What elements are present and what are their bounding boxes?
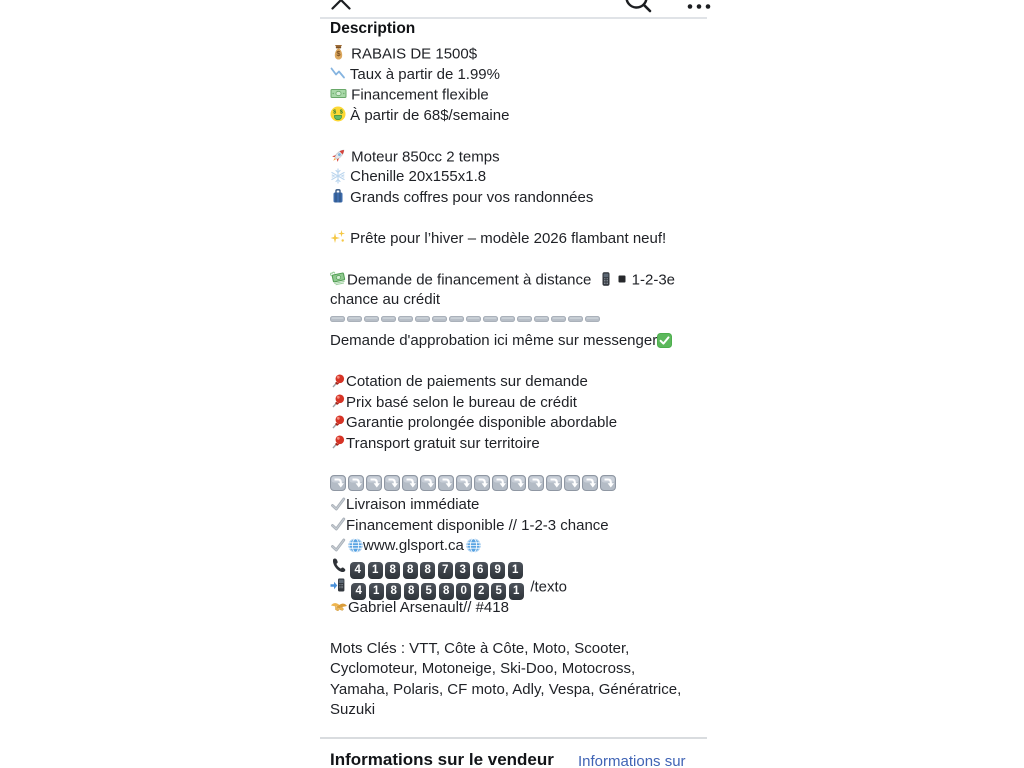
description-line: [330, 618, 707, 639]
arrow-down-keycap-icon: [420, 475, 436, 496]
minus-keycap-icon: [381, 311, 396, 333]
arrow-down-keycap-icon: [402, 475, 418, 496]
digit-keycap: 8: [403, 562, 418, 579]
description-line: Transport gratuit sur territoire: [330, 434, 707, 455]
check-gray-icon: [330, 495, 346, 516]
description-line: Grands coffres pour vos randonnées: [330, 188, 707, 209]
check-gray-icon: [330, 516, 346, 537]
description-line: [330, 475, 707, 496]
description-line: Suzuki: [330, 701, 376, 718]
divider: [320, 17, 707, 19]
description-line: Chenille 20x155x1.8: [330, 167, 707, 188]
digit-keycap: 8: [439, 583, 454, 600]
minus-keycap-icon: [364, 311, 379, 333]
digit-keycap: 0: [456, 583, 471, 600]
arrow-down-keycap-icon: [438, 475, 454, 496]
divider: [320, 737, 707, 739]
arrow-down-keycap-icon: [528, 475, 544, 496]
description-line: Demande d'approbation ici même sur messenger: [330, 331, 707, 352]
description-line: 4 1 8 8 5 8 0 2 5 1 /texto: [330, 577, 707, 598]
digit-keycap: 8: [385, 562, 400, 579]
small-black-square-icon: [616, 270, 628, 291]
arrow-down-keycap-icon: [366, 475, 382, 496]
digit-keycap: 1: [508, 562, 523, 579]
minus-keycap-icon: [449, 311, 464, 333]
mobile-phone-icon: [598, 270, 614, 291]
more-options-button[interactable]: [686, 0, 714, 17]
digit-keycap: 1: [369, 583, 384, 600]
arrow-down-keycap-icon: [564, 475, 580, 496]
description-line: Livraison immédiate: [330, 495, 707, 516]
arrow-down-keycap-icon: [582, 475, 598, 496]
digit-keycap: 4: [351, 583, 366, 600]
description-line: Cyclomoteur, Motoneige, Ski-Doo, Motocross,: [330, 660, 636, 677]
digit-keycap: 7: [438, 562, 453, 579]
description-line: $ $ À partir de 68$/semaine: [330, 106, 707, 127]
check-gray-icon: [330, 536, 346, 557]
minus-keycap-icon: [466, 311, 481, 333]
close-button[interactable]: [330, 0, 352, 16]
description-line: Moteur 850cc 2 temps: [330, 147, 707, 168]
globe-icon: [348, 536, 363, 557]
description-line: Cotation de paiements sur demande: [330, 372, 707, 393]
description-line: Prix basé selon le bureau de crédit: [330, 393, 707, 414]
arrow-down-keycap-icon: [456, 475, 472, 496]
check-green-icon: [657, 331, 672, 352]
seller-info-link[interactable]: Informations sur: [578, 753, 686, 768]
sparkles-icon: [330, 229, 346, 250]
snowflake-icon: [330, 167, 346, 188]
arrow-down-keycap-icon: [348, 475, 364, 496]
minus-keycap-icon: [517, 311, 532, 333]
description-line: [330, 311, 707, 332]
digit-keycap: 1: [509, 583, 524, 600]
description-line: [330, 454, 707, 475]
digit-keycap: 5: [491, 583, 506, 600]
description-line: [330, 557, 707, 578]
minus-keycap-icon: [500, 311, 515, 333]
chart-down-icon: [330, 65, 346, 86]
svg-text:$: $: [333, 109, 337, 116]
money-face-icon: [330, 106, 346, 127]
pushpin-icon: [330, 434, 346, 455]
minus-keycap-icon: [432, 311, 447, 333]
description-line: $ RABAIS DE 1500$: [330, 44, 707, 65]
luggage-icon: [330, 188, 346, 209]
minus-keycap-icon: [347, 311, 362, 333]
arrow-down-keycap-icon: [474, 475, 490, 496]
description-line: [330, 352, 707, 373]
three-dots-icon: [686, 0, 714, 16]
minus-keycap-icon: [534, 311, 549, 333]
close-icon: [330, 0, 352, 15]
pushpin-icon: [330, 413, 346, 434]
section-title: Description: [330, 20, 416, 37]
arrow-down-keycap-icon: [330, 475, 346, 496]
description-line: Taux à partir de 1.99%: [330, 65, 707, 86]
minus-keycap-icon: [330, 311, 345, 333]
search-icon: [623, 1, 653, 18]
phone-receiver-icon: [330, 557, 346, 578]
minus-keycap-icon: [568, 311, 583, 333]
digit-keycap: 4: [350, 562, 365, 579]
description-line: chance au crédit: [330, 291, 441, 308]
digit-keycap: 2: [474, 583, 489, 600]
digit-keycap: 8: [404, 583, 419, 600]
digit-keycap: 9: [490, 562, 505, 579]
seller-info-title: Informations sur le vendeur: [330, 750, 554, 768]
digit-keycap: 6: [473, 562, 488, 579]
description-panel: [320, 0, 707, 768]
description-line: Prête pour l’hiver – modèle 2026 flambant neuf!: [330, 229, 707, 250]
arrow-down-keycap-icon: [546, 475, 562, 496]
digit-keycap: 8: [386, 583, 401, 600]
description-line: [330, 208, 707, 229]
minus-keycap-icon: [398, 311, 413, 333]
rocket-icon: [330, 147, 347, 168]
arrow-down-keycap-icon: [492, 475, 508, 496]
arrow-down-keycap-icon: [510, 475, 526, 496]
arrow-down-keycap-icon: [600, 475, 616, 496]
description-line: Demande de financement à distance 1-2-3e: [330, 270, 707, 291]
money-wings-icon: [330, 270, 347, 291]
description-line: Garantie prolongée disponible abordable: [330, 413, 707, 434]
digit-keycap: 3: [455, 562, 470, 579]
arrow-down-keycap-icon: [384, 475, 400, 496]
digit-keycap: 5: [421, 583, 436, 600]
svg-text:$: $: [336, 49, 341, 59]
description-line: Financement disponible // 1-2-3 chance: [330, 516, 707, 537]
description-line: Financement flexible: [330, 85, 707, 106]
minus-keycap-icon: [551, 311, 566, 333]
money-bag-icon: [330, 44, 347, 65]
minus-keycap-icon: [483, 311, 498, 333]
minus-keycap-icon: [585, 311, 600, 333]
minus-keycap-icon: [415, 311, 430, 333]
pushpin-icon: [330, 393, 346, 414]
description-text: [330, 44, 707, 721]
pushpin-icon: [330, 372, 346, 393]
banknote-icon: [330, 85, 347, 106]
description-line: Mots Clés : VTT, Côte à Côte, Moto, Scooter,: [330, 639, 630, 657]
description-line: www.glsport.ca: [330, 536, 707, 557]
svg-text:$: $: [339, 109, 343, 116]
description-line: Yamaha, Polaris, CF moto, Adly, Vespa, Génératrice,: [330, 680, 682, 698]
description-line: Gabriel Arsenault// #418: [330, 598, 707, 619]
handshake-icon: [330, 598, 348, 619]
description-line: [330, 126, 707, 147]
globe-icon: [466, 536, 481, 557]
description-line: [330, 249, 707, 270]
digit-keycap: 1: [368, 562, 383, 579]
digit-keycap: 8: [420, 562, 435, 579]
phone-arrow-icon: [330, 577, 347, 598]
